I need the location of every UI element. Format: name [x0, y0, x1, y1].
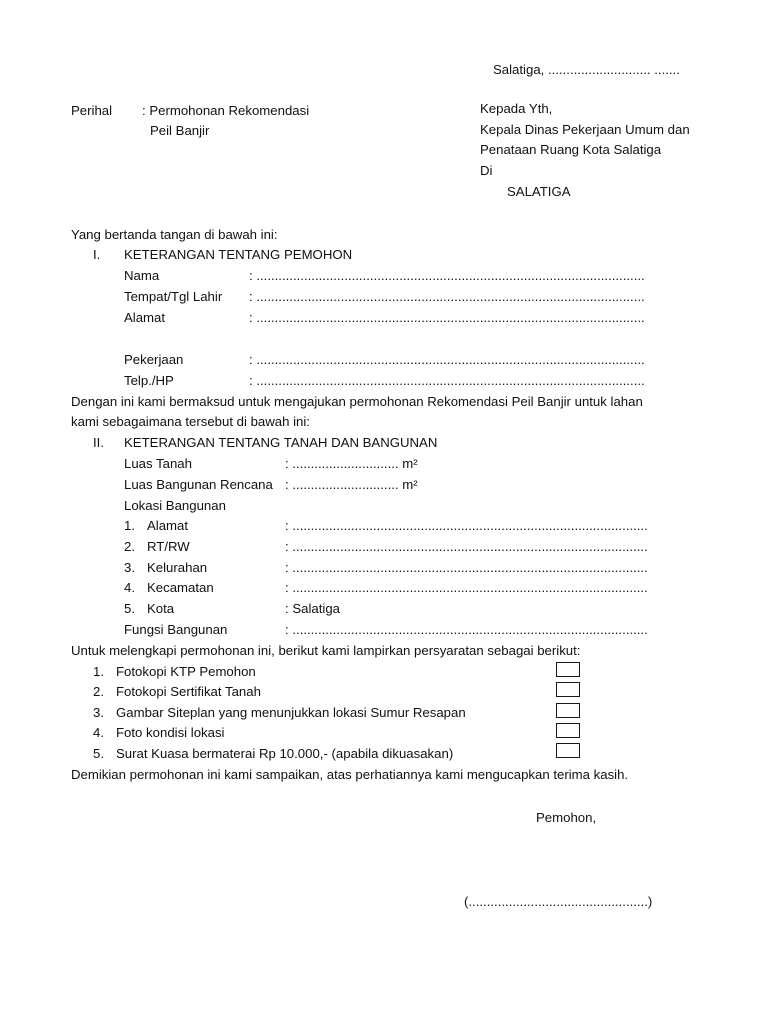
- location-number: 1.: [124, 518, 135, 533]
- field-label-occupation: Pekerjaan: [124, 352, 184, 367]
- field-label-rt-rw: RT/RW: [147, 539, 190, 554]
- field-value-kecamatan: : .................................................................................................: [285, 580, 648, 595]
- field-value-location-address: : .................................................................................................: [285, 518, 648, 533]
- requirement-number: 3.: [93, 705, 104, 720]
- field-value-birth: : ..........................................................................................................: [249, 289, 645, 304]
- opening-line: Yang bertanda tangan di bawah ini:: [71, 227, 278, 242]
- field-label-birth: Tempat/Tgl Lahir: [124, 289, 223, 304]
- requirement-text: Fotokopi KTP Pemohon: [116, 664, 256, 679]
- recipient-city: SALATIGA: [507, 184, 571, 199]
- field-value-building-area: : ............................. m²: [285, 477, 418, 492]
- field-value-nama: : ..........................................................................................................: [249, 268, 645, 283]
- location-number: 2.: [124, 539, 135, 554]
- section-number: II.: [93, 435, 104, 450]
- field-value-kota: : Salatiga: [285, 601, 340, 616]
- section-title: KETERANGAN TENTANG PEMOHON: [124, 247, 353, 262]
- field-label-nama: Nama: [124, 268, 160, 283]
- subject-label: Perihal: [71, 103, 113, 118]
- section-number: I.: [93, 247, 101, 262]
- field-value-occupation: : ..........................................................................................................: [249, 352, 645, 367]
- requirement-text: Gambar Siteplan yang menunjukkan lokasi Sumur Resapan: [116, 705, 466, 720]
- field-label-building-area: Luas Bangunan Rencana: [124, 477, 273, 492]
- closing-line: Demikian permohonan ini kami sampaikan, atas perhatiannya kami mengucapkan terima kasih.: [71, 767, 629, 782]
- requirement-number: 2.: [93, 684, 104, 699]
- requirement-number: 5.: [93, 746, 104, 761]
- field-label-kecamatan: Kecamatan: [147, 580, 214, 595]
- subject-line-1: : Permohonan Rekomendasi: [142, 103, 310, 118]
- place-date: Salatiga, ............................ .......: [493, 62, 680, 77]
- requirement-checkbox[interactable]: [556, 682, 580, 697]
- location-heading: Lokasi Bangunan: [124, 498, 226, 513]
- field-label-address: Alamat: [124, 310, 166, 325]
- location-number: 4.: [124, 580, 135, 595]
- field-label-location-address: Alamat: [147, 518, 189, 533]
- location-number: 3.: [124, 560, 135, 575]
- requirements-intro: Untuk melengkapi permohonan ini, berikut kami lampirkan persyaratan sebagai berikut:: [71, 643, 581, 658]
- requirement-number: 4.: [93, 725, 104, 740]
- requirement-text: Surat Kuasa bermaterai Rp 10.000,- (apabila dikuasakan): [116, 746, 454, 761]
- recipient-line: Penataan Ruang Kota Salatiga: [480, 142, 662, 157]
- intent-line-2: kami sebagaimana tersebut di bawah ini:: [71, 414, 310, 429]
- field-label-kelurahan: Kelurahan: [147, 560, 208, 575]
- recipient-line: Kepada Yth,: [480, 101, 553, 116]
- field-value-rt-rw: : .................................................................................................: [285, 539, 648, 554]
- field-label-land-area: Luas Tanah: [124, 456, 192, 471]
- field-label-kota: Kota: [147, 601, 175, 616]
- signature-label: Pemohon,: [536, 810, 597, 825]
- requirement-checkbox[interactable]: [556, 723, 580, 738]
- field-value-function: : .................................................................................................: [285, 622, 648, 637]
- location-number: 5.: [124, 601, 135, 616]
- requirement-text: Fotokopi Sertifikat Tanah: [116, 684, 261, 699]
- recipient-line: Di: [480, 163, 493, 178]
- requirement-text: Foto kondisi lokasi: [116, 725, 225, 740]
- subject-line-2: Peil Banjir: [150, 123, 210, 138]
- requirement-checkbox[interactable]: [556, 703, 580, 718]
- recipient-line: Kepala Dinas Pekerjaan Umum dan: [480, 122, 690, 137]
- signature-name-line: (.................................................): [464, 894, 653, 909]
- requirement-number: 1.: [93, 664, 104, 679]
- field-label-function: Fungsi Bangunan: [124, 622, 228, 637]
- section-title: KETERANGAN TENTANG TANAH DAN BANGUNAN: [124, 435, 438, 450]
- intent-line-1: Dengan ini kami bermaksud untuk mengajukan permohonan Rekomendasi Peil Banjir untuk lahan: [71, 394, 643, 409]
- field-value-land-area: : ............................. m²: [285, 456, 418, 471]
- field-label-phone: Telp./HP: [124, 373, 174, 388]
- field-value-address: : ..........................................................................................................: [249, 310, 645, 325]
- field-value-kelurahan: : .................................................................................................: [285, 560, 648, 575]
- requirement-checkbox[interactable]: [556, 743, 580, 758]
- field-value-phone: : ..........................................................................................................: [249, 373, 645, 388]
- requirement-checkbox[interactable]: [556, 662, 580, 677]
